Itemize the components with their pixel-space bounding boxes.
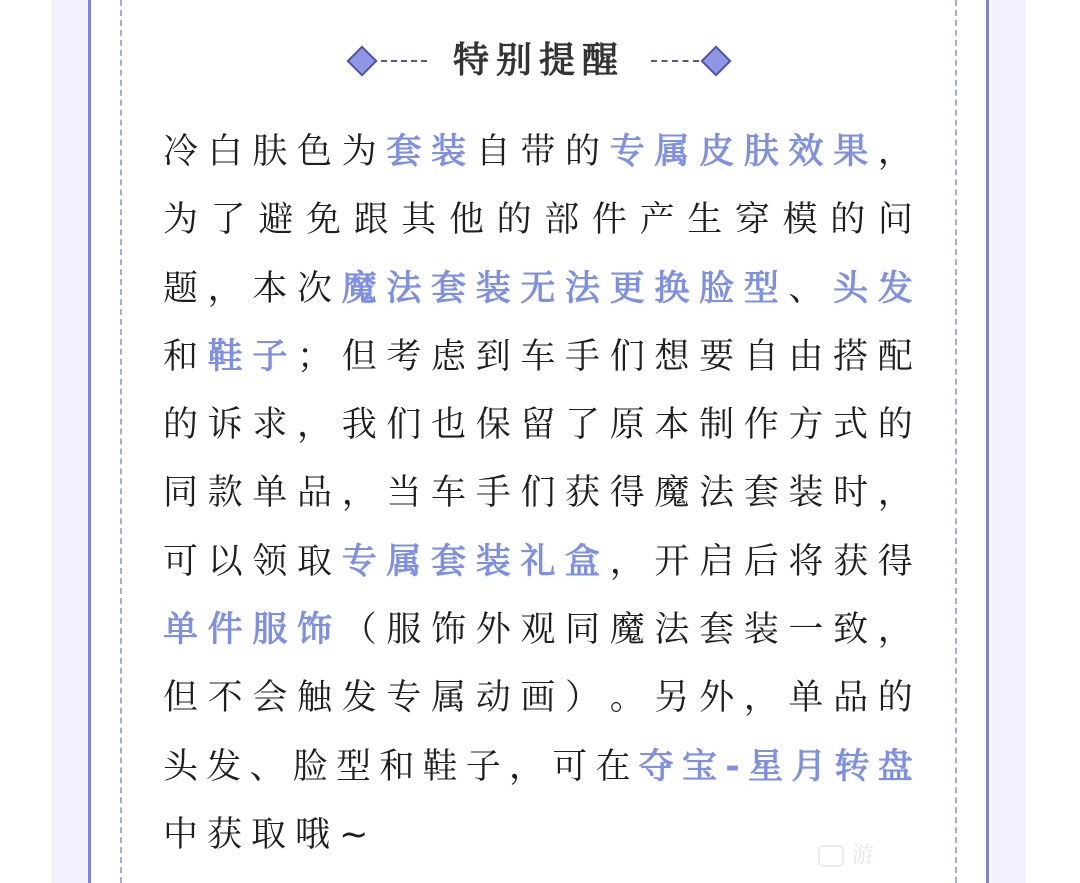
watermark [818,838,1028,874]
text-line: 和 鞋 子 ； 但 考 虑 到 车 手 们 想 要 自 由 搭 配 [163,336,913,377]
watermark-text: 游 [852,843,875,868]
text-line: 单 件 服 饰 （ 服 饰 外 观 同 魔 法 套 装 一 致 ， [163,610,913,651]
frame-border-right [986,0,989,883]
notice-body [163,118,919,869]
watermark-logo-icon [818,845,844,867]
notice-header [0,18,1080,81]
text-line: 同 款 单 品 ， 当 车 手 们 获 得 魔 法 套 装 时 ， [163,473,913,514]
dashed-border-right [955,0,957,883]
text-line: 为 了 避 免 跟 其 他 的 部 件 产 生 穿 模 的 问 [163,200,913,241]
text-line: 冷 白 肤 色 为 套 装 自 带 的 专 属 皮 肤 效 果 ， [163,132,913,172]
text-line: 但 不 会 触 发 专 属 动 画 ） 。 另 外 ， 单 品 的 [163,678,913,719]
header-dotted-line-left [381,60,427,62]
text-line: 头 发 、 脸 型 和 鞋 子 ， 可 在 夺 宝 - 星 月 转 盘 [163,746,913,787]
text-line: 的 诉 求 ， 我 们 也 保 留 了 原 本 制 作 方 式 的 [163,405,913,446]
text-line: 题 ， 本 次 魔 法 套 装 无 法 更 换 脸 型 、 头 发 [163,268,913,309]
side-band-left [52,0,88,883]
text-line: 中 获 取 哦 ~ [163,814,369,855]
header-dotted-line-right [651,60,699,62]
text-line: 可 以 领 取 专 属 套 装 礼 盒 ， 开 启 后 将 获 得 [163,541,913,582]
side-band-right [992,0,1026,883]
notice-title: 特别提醒 [452,40,625,81]
frame-border-left [88,0,91,883]
dashed-border-left [120,0,122,883]
